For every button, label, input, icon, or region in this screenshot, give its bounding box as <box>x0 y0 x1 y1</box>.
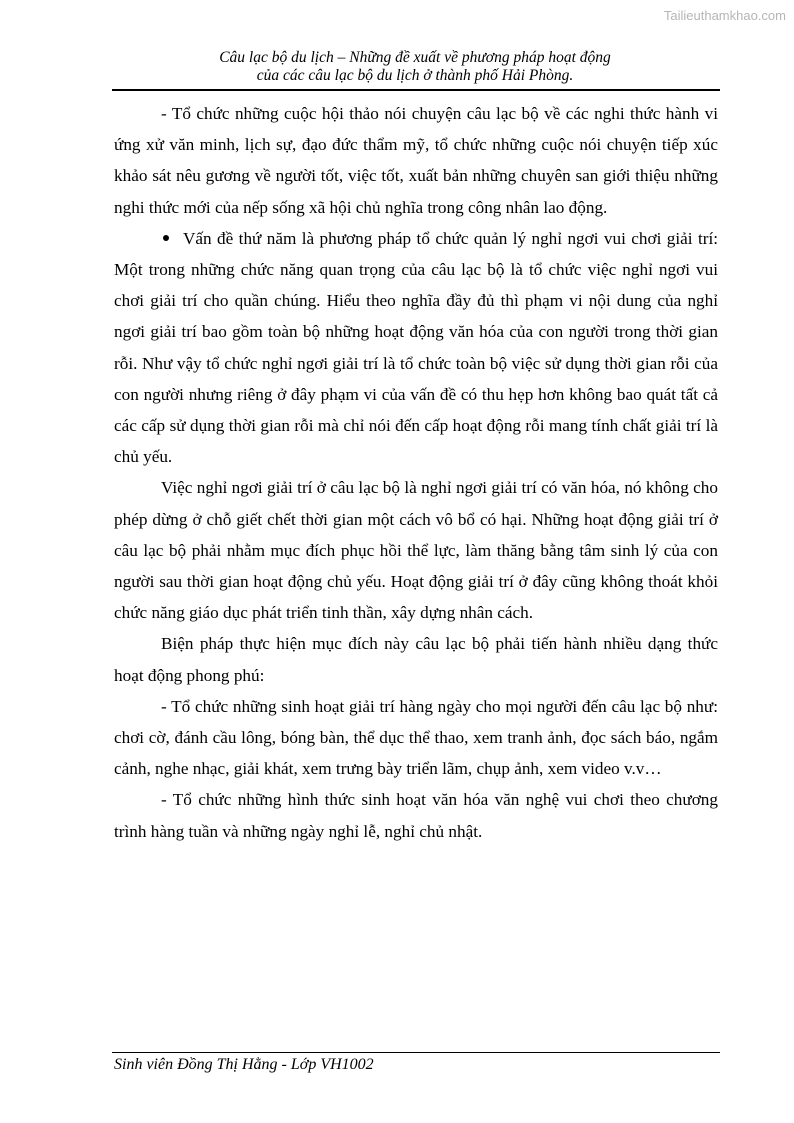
document-body <box>114 98 718 847</box>
watermark: Tailieuthamkhao.com <box>663 8 786 23</box>
page-header <box>110 49 720 85</box>
paragraph-text: Vấn đề thứ năm là phương pháp tổ chức quản lý nghỉ ngơi vui chơi giải trí: Một trong những chức năng quan trọng của câu lạc bộ là tổ chức việc nghỉ ngơi vui chơi giải trí cho quần chúng. Hiểu theo nghĩa đầy đủ thì phạm vi nội dung của nghỉ ngơi giải trí bao gồm toàn bộ những hoạt động văn hóa của con người trong thời gian rỗi. Như vậy tổ chức nghỉ ngơi giải trí là tổ chức toàn bộ việc sử dụng thời gian rỗi của con người nhưng riêng ở đây phạm vi của vấn đề có thu hẹp hơn không bao quát tất cả các cấp sử dụng thời gian rỗi mà chỉ nói đến cấp hoạt động rỗi mang tính chất giải trí là chủ yếu. <box>114 228 718 467</box>
paragraph: Biện pháp thực hiện mục đích này câu lạc bộ phải tiến hành nhiều dạng thức hoạt động phong phú: <box>114 634 718 685</box>
bullet-paragraph <box>114 223 718 473</box>
paragraph: - Tổ chức những hình thức sinh hoạt văn hóa văn nghệ vui chơi theo chương trình hàng tuần và những ngày nghỉ lễ, nghỉ chủ nhật. <box>114 790 718 841</box>
header-line-1: Câu lạc bộ du lịch – Những đề xuất về phương pháp hoạt động <box>219 49 611 66</box>
paragraph: Việc nghỉ ngơi giải trí ở câu lạc bộ là nghỉ ngơi giải trí có văn hóa, nó không cho phép dừng ở chỗ giết chết thời gian một cách vô bổ có hại. Những hoạt động giải trí ở câu lạc bộ phải nhằm mục đích phục hồi thể lực, làm thăng bằng tâm sinh lý của con người sau thời gian hoạt động chủ yếu. Hoạt động giải trí ở đây cũng không thoát khỏi chức năng giáo dục phát triển tinh thần, xây dựng nhân cách. <box>114 478 718 623</box>
header-divider <box>112 89 720 91</box>
page-footer: Sinh viên Đồng Thị Hằng - Lớp VH1002 <box>114 1056 374 1073</box>
paragraph: - Tổ chức những cuộc hội thảo nói chuyện câu lạc bộ về các nghi thức hành vi ứng xử văn minh, lịch sự, đạo đức thẩm mỹ, tổ chức những cuộc nói chuyện tiếp xúc khảo sát nêu gương về người tốt, việc tốt, xuất bản những chuyên san giới thiệu những nghi thức mới của nếp sống xã hội chủ nghĩa trong công nhân lao động. <box>114 104 718 217</box>
header-line-2: của các câu lạc bộ du lịch ở thành phố Hải Phòng. <box>256 67 574 84</box>
paragraph: - Tổ chức những sinh hoạt giải trí hàng ngày cho mọi người đến câu lạc bộ như: chơi cờ, đánh cầu lông, bóng bàn, thể dục thể thao, xem tranh ảnh, đọc sách báo, ngắm cảnh, nghe nhạc, giải khát, xem trưng bày triển lãm, chụp ảnh, xem video v.v… <box>114 696 718 779</box>
footer-divider <box>112 1052 720 1053</box>
bullet-icon <box>161 223 183 254</box>
